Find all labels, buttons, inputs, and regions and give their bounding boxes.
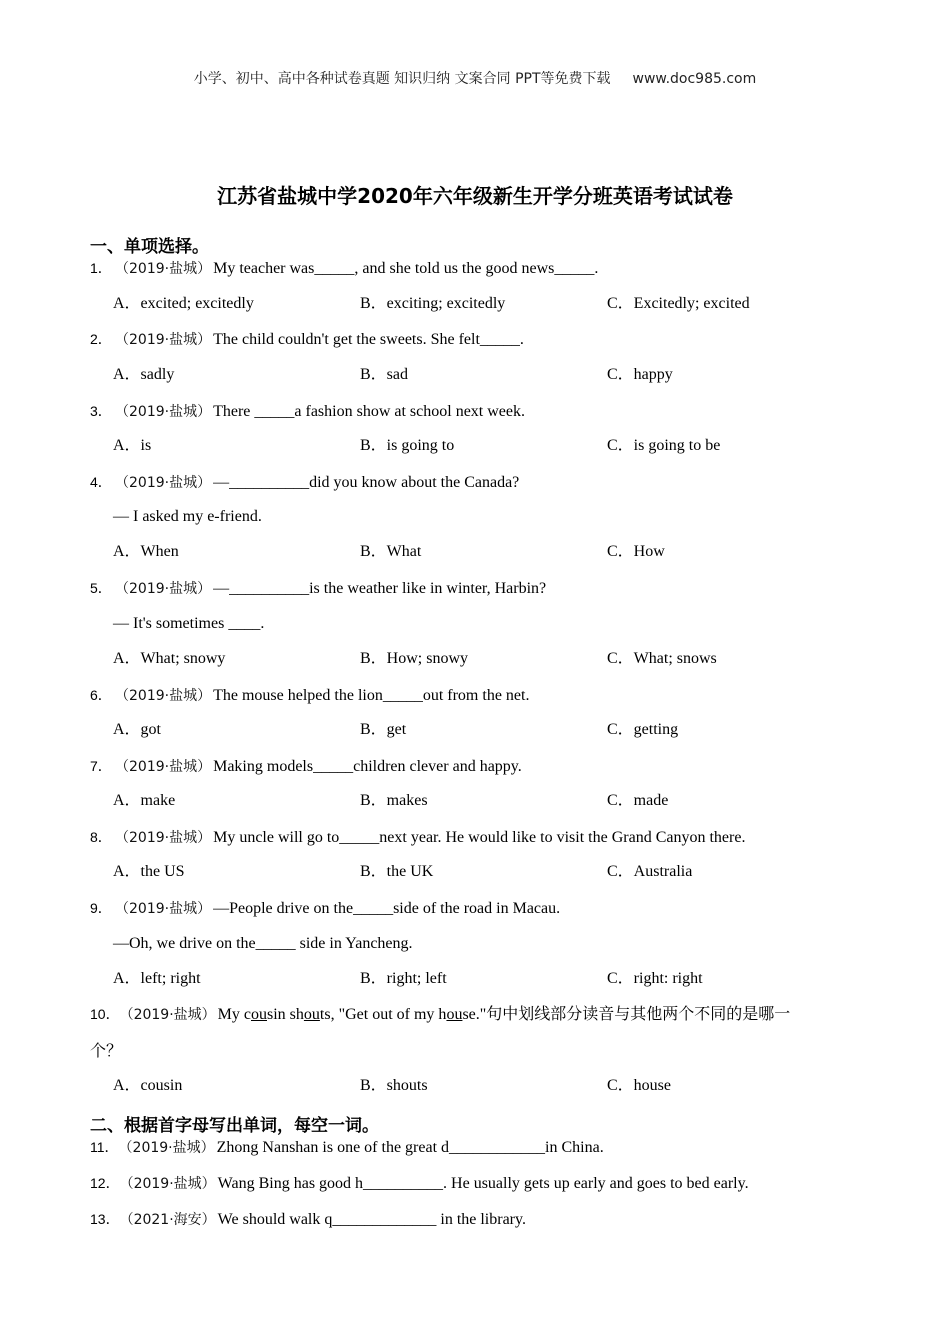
question-8: 8． （2019·盐城） My uncle will go to_____next year. He would like to visit the Grand Canyon there. (90, 829, 746, 846)
question-3-options (113, 435, 873, 457)
question-5-reply: — It's sometimes ____. (113, 615, 265, 632)
option-c[interactable]: C．getting (607, 721, 679, 738)
option-c[interactable]: C．house (607, 1077, 672, 1094)
question-7-options (113, 790, 873, 812)
option-b[interactable]: B．sad (360, 366, 409, 383)
option-b[interactable]: B．right; left (360, 970, 447, 987)
question-6-options (113, 719, 873, 741)
section-2-heading: 二、根据首字母写出单词，每空一词。 (90, 1116, 379, 1136)
option-b[interactable]: B．get (360, 721, 407, 738)
option-c[interactable]: C．Excitedly; excited (607, 295, 750, 312)
option-a[interactable]: A．excited; excitedly (113, 295, 254, 312)
question-9: 9． （2019·盐城） —People drive on the_____side of the road in Macau. (90, 900, 561, 917)
option-c[interactable]: C．happy (607, 366, 673, 383)
header-site-link[interactable]: www.doc985.com (632, 71, 757, 87)
option-a[interactable]: A．When (113, 543, 179, 560)
question-9-options (113, 968, 873, 990)
option-a[interactable]: A．the US (113, 863, 185, 880)
option-b[interactable]: B．the UK (360, 863, 434, 880)
option-b[interactable]: B．is going to (360, 437, 455, 454)
option-c[interactable]: C．How (607, 543, 665, 560)
question-8-options (113, 861, 873, 883)
question-4-options (113, 541, 873, 563)
question-4-reply: — I asked my e-friend. (113, 508, 262, 525)
option-a[interactable]: A．got (113, 721, 162, 738)
question-13: 13．（2021·海安） We should walk q_____________ in the library. (90, 1211, 526, 1228)
option-a[interactable]: A．What; snowy (113, 650, 226, 667)
section-1-heading: 一、单项选择。 (90, 237, 209, 257)
question-10-continued: 个？ (90, 1041, 123, 1060)
question-4: 4． （2019·盐城） —__________did you know about the Canada? (90, 474, 520, 491)
option-c[interactable]: C．Australia (607, 863, 693, 880)
option-b[interactable]: B．What (360, 543, 422, 560)
question-1-options (113, 293, 873, 315)
option-a[interactable]: A．is (113, 437, 152, 454)
question-1: 1． （2019·盐城） My teacher was_____, and she told us the good news_____. (90, 260, 599, 277)
option-b[interactable]: B．makes (360, 792, 428, 809)
question-6: 6． （2019·盐城） The mouse helped the lion_____out from the net. (90, 687, 530, 704)
question-12: 12．（2019·盐城） Wang Bing has good h__________. He usually gets up early and goes to bed early. (90, 1175, 749, 1192)
question-10: 10．（2019·盐城） My cousin shouts, "Get out of my house."句中划线部分读音与其他两个不同的是哪一 (90, 1006, 791, 1023)
question-3: 3． （2019·盐城） There _____a fashion show at school next week. (90, 403, 526, 420)
option-c[interactable]: C．right: right (607, 970, 703, 987)
question-5: 5． （2019·盐城） —__________is the weather like in winter, Harbin? (90, 580, 547, 597)
option-a[interactable]: A．left; right (113, 970, 201, 987)
option-a[interactable]: A．sadly (113, 366, 175, 383)
option-c[interactable]: C．made (607, 792, 669, 809)
question-10-options (113, 1075, 873, 1097)
header-text: 小学、初中、高中各种试卷真题 知识归纳 文案合同 PPT等免费下载 (193, 71, 611, 87)
question-11: 11．（2019·盐城） Zhong Nanshan is one of the great d____________in China. (90, 1139, 604, 1156)
question-2-options (113, 364, 873, 386)
option-a[interactable]: A．cousin (113, 1077, 183, 1094)
option-c[interactable]: C．is going to be (607, 437, 721, 454)
question-5-options (113, 648, 873, 670)
option-b[interactable]: B．exciting; excitedly (360, 295, 506, 312)
question-2: 2． （2019·盐城） The child couldn't get the sweets. She felt_____. (90, 331, 524, 348)
page-header (0, 68, 950, 88)
option-c[interactable]: C．What; snows (607, 650, 717, 667)
question-7: 7． （2019·盐城） Making models_____children clever and happy. (90, 758, 522, 775)
option-b[interactable]: B．shouts (360, 1077, 428, 1094)
option-b[interactable]: B．How; snowy (360, 650, 469, 667)
question-9-reply: —Oh, we drive on the_____ side in Yancheng. (113, 935, 413, 952)
page-title: 江苏省盐城中学2020年六年级新生开学分班英语考试试卷 (217, 184, 733, 208)
option-a[interactable]: A．make (113, 792, 176, 809)
